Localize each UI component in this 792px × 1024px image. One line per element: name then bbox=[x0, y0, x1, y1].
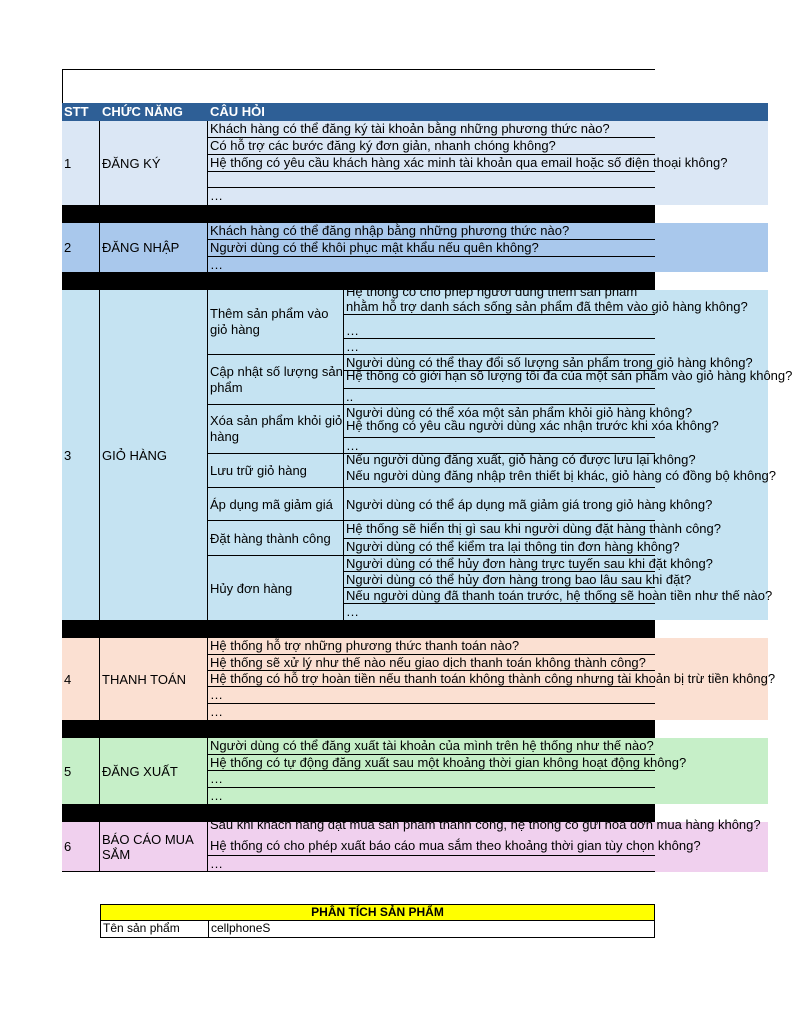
question-list bbox=[208, 638, 776, 720]
question-row: … bbox=[210, 257, 223, 272]
question-row: Người dùng có thể khôi phục mật khẩu nếu quên không? bbox=[208, 240, 655, 257]
section-stt: 4 bbox=[62, 638, 100, 720]
question-row: … bbox=[210, 188, 223, 203]
subfunction-update-quantity: Cập nhật số lượng sản phẩm bbox=[208, 355, 344, 405]
header-question: CÂU HỎI bbox=[210, 104, 265, 119]
analysis-row bbox=[100, 921, 655, 938]
subfunction-save-cart: Lưu trữ giỏ hàng bbox=[208, 454, 344, 488]
question-row: Hệ thống có yêu cầu khách hàng xác minh tài khoản qua email hoặc số điện thoại không? bbox=[210, 155, 728, 170]
analysis-value: cellphoneS bbox=[211, 921, 271, 935]
section-name: GIỎ HÀNG bbox=[100, 290, 208, 620]
section-name: BÁO CÁO MUA SẮM bbox=[100, 822, 208, 872]
question-row bbox=[208, 172, 655, 188]
question-row: … bbox=[344, 339, 655, 355]
question-row: .. bbox=[344, 389, 655, 405]
question-row: Hệ thống sẽ hiển thị gì sau khi người dùng đặt hàng thành công? bbox=[344, 521, 655, 539]
analysis-title-text: PHÂN TÍCH SẢN PHẨM bbox=[311, 905, 444, 919]
question-row: … bbox=[344, 323, 655, 339]
question-row: … bbox=[208, 771, 655, 788]
separator-bar bbox=[62, 720, 655, 738]
question-row: Người dùng có thể xóa một sản phẩm khỏi giỏ hàng không? bbox=[346, 405, 693, 420]
section-name: THANH TOÁN bbox=[100, 638, 208, 720]
header-function: CHỨC NĂNG bbox=[102, 104, 183, 119]
subfunction-add-to-cart: Thêm sản phẩm vào giỏ hàng bbox=[208, 290, 344, 355]
question-row: Hệ thống có cho phép xuất báo cáo mua sắm theo khoảng thời gian tùy chọn không? bbox=[208, 838, 655, 856]
header-stt: STT bbox=[64, 104, 89, 119]
question-row: … bbox=[208, 687, 655, 704]
question-row: Nếu người dùng đăng nhập trên thiết bị khác, giỏ hàng có đồng bộ không? bbox=[344, 468, 655, 488]
question-row: Có hỗ trợ các bước đăng ký đơn giản, nhanh chóng không? bbox=[208, 138, 655, 155]
table-header bbox=[62, 103, 768, 121]
separator-bar bbox=[62, 205, 655, 223]
top-border bbox=[62, 69, 655, 70]
question-row: Người dùng có thể kiểm tra lại thông tin đơn hàng không? bbox=[346, 539, 680, 554]
section-stt: 3 bbox=[62, 290, 100, 620]
question-row: … bbox=[208, 856, 655, 872]
question-row: Hệ thống có tự động đăng xuất sau một khoảng thời gian không hoạt động không? bbox=[210, 755, 687, 770]
question-row: Người dùng có thể hủy đơn hàng trực tuyến sau khi đặt không? bbox=[346, 556, 713, 571]
question-list bbox=[208, 817, 761, 872]
question-row: … bbox=[346, 604, 359, 619]
question-list bbox=[208, 121, 728, 205]
section-name: ĐĂNG KÝ bbox=[100, 121, 208, 205]
section-logout bbox=[62, 738, 768, 804]
subfunction-cancel-order: Hủy đơn hàng bbox=[208, 556, 344, 620]
question-row: Nếu người dùng đăng xuất, giỏ hàng có được lưu lại không? bbox=[346, 452, 696, 467]
question-row: Người dùng có thể thay đổi số lượng sản phẩm trong giỏ hàng không? bbox=[346, 355, 753, 370]
question-row: Hệ thống có cho phép người dùng thêm sản phẩm bbox=[346, 284, 638, 299]
section-payment bbox=[62, 638, 776, 720]
question-row: Hệ thống sẽ xử lý như thế nào nếu giao dịch thanh toán không thành công? bbox=[208, 655, 655, 671]
section-login bbox=[62, 223, 768, 272]
question-row: Hệ thống có hỗ trợ hoàn tiền nếu thanh toán không thành công nhưng tài khoản bị trừ tiền không? bbox=[210, 671, 776, 686]
question-row: Khách hàng có thể đăng ký tài khoản bằng những phương thức nào? bbox=[208, 121, 655, 138]
question-row: Nếu người dùng đã thanh toán trước, hệ thống sẽ hoàn tiền như thế nào? bbox=[346, 588, 773, 603]
section-stt: 5 bbox=[62, 738, 100, 804]
section-name: ĐĂNG XUẤT bbox=[100, 738, 208, 804]
question-row: … bbox=[210, 704, 223, 719]
question-list bbox=[208, 223, 655, 272]
question-row: Người dùng có thể hủy đơn hàng trong bao lâu sau khi đặt? bbox=[346, 572, 692, 587]
section-stt: 6 bbox=[62, 822, 100, 872]
question-row: Sau khi khách hàng đặt mua sản phẩm thành công, hệ thống có gửi hóa đơn mua hàng không? bbox=[210, 817, 761, 832]
question-row: Hệ thống hỗ trợ những phương thức thanh toán nào? bbox=[208, 638, 655, 655]
subfunction-remove-item: Xóa sản phẩm khỏi giỏ hàng bbox=[208, 405, 344, 454]
subfunction-order-success: Đặt hàng thành công bbox=[208, 521, 344, 556]
question-row: Hệ thống có giới hạn số lượng tối đa của một sản phẩm vào giỏ hàng không? bbox=[344, 368, 655, 389]
question-row: Hệ thống có yêu cầu người dùng xác nhận trước khi xóa không? bbox=[344, 418, 655, 438]
question-row: Người dùng có thể đăng xuất tài khoản của mình trên hệ thống như thế nào? bbox=[210, 738, 654, 753]
question-list bbox=[344, 284, 792, 620]
section-name: ĐĂNG NHẬP bbox=[100, 223, 208, 272]
analysis-title bbox=[100, 904, 655, 921]
question-row: nhằm hỗ trợ danh sách sống sản phẩm đã thêm vào giỏ hàng không? bbox=[346, 299, 748, 314]
section-cart bbox=[62, 284, 792, 620]
question-row: Khách hàng có thể đăng nhập bằng những phương thức nào? bbox=[208, 223, 655, 240]
section-stt: 2 bbox=[62, 223, 100, 272]
section-signup bbox=[62, 121, 768, 205]
question-row: … bbox=[210, 788, 223, 803]
separator-bar bbox=[62, 620, 655, 638]
subfunction-apply-coupon: Áp dụng mã giảm giá bbox=[208, 488, 344, 521]
analysis-label: Tên sản phẩm bbox=[101, 921, 209, 937]
section-report bbox=[62, 817, 768, 872]
question-row: … bbox=[344, 438, 655, 454]
question-list bbox=[208, 738, 687, 804]
section-stt: 1 bbox=[62, 121, 100, 205]
question-row: Người dùng có thể áp dụng mã giảm giá trong giỏ hàng không? bbox=[344, 488, 655, 521]
